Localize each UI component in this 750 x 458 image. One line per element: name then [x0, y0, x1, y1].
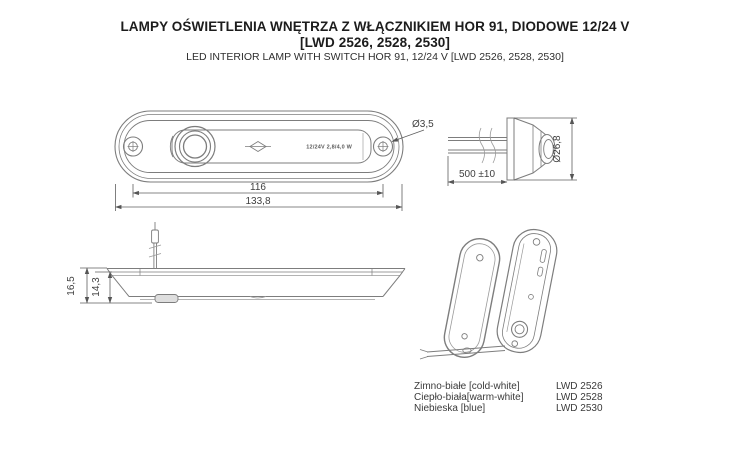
dim-total-length: 133,8: [245, 196, 271, 207]
variant-color-name: Ciepło-biała[warm-white]: [414, 391, 524, 403]
legend-row: [414, 393, 603, 404]
dim-body-height: 14,3: [91, 277, 102, 297]
variant-color-name: Niebieska [blue]: [414, 402, 486, 414]
brand-diamond-icon: [245, 142, 271, 152]
variant-product-code: LWD 2528: [556, 391, 603, 403]
side-view-wire: [149, 222, 161, 268]
page-title-en: LED INTERIOR LAMP WITH SWITCH HOR 91, 12/24 V [LWD 2526, 2528, 2530]: [186, 51, 564, 63]
page-title-codes: [LWD 2526, 2528, 2530]: [299, 34, 451, 50]
front-view-drawing: [115, 111, 403, 182]
right-mounting-hole: [374, 137, 393, 156]
perspective-view-drawing: [420, 226, 560, 361]
side-view-drawing: [107, 222, 405, 303]
dim-cable-length: 500 ±10: [458, 169, 496, 180]
lamp-marking-text: 12/24V 2,8/4,0 W: [306, 144, 352, 151]
page-title-pl: LAMPY OŚWIETLENIA WNĘTRZA Z WŁĄCZNIKIEM HOR 91, DIODOWE 12/24 V: [120, 19, 630, 34]
variant-legend: [414, 382, 603, 414]
wires: [448, 128, 507, 163]
perspective-back-plate: [441, 235, 503, 360]
variant-product-code: LWD 2530: [556, 402, 603, 414]
side-switch-tab: [155, 295, 178, 303]
dim-hole-diameter: Ø3,5: [412, 119, 434, 130]
dim-plug-diameter: Ø26,8: [552, 135, 563, 163]
dim-total-height: 16,5: [66, 276, 77, 296]
perspective-lamp-body: [494, 226, 561, 356]
variant-product-code: LWD 2526: [556, 381, 603, 392]
left-mounting-hole: [124, 137, 143, 156]
legend-row: [414, 404, 603, 415]
dim-hole-spacing: 116: [250, 182, 266, 193]
variant-color-name: Zimno-białe [cold-white]: [414, 381, 520, 392]
